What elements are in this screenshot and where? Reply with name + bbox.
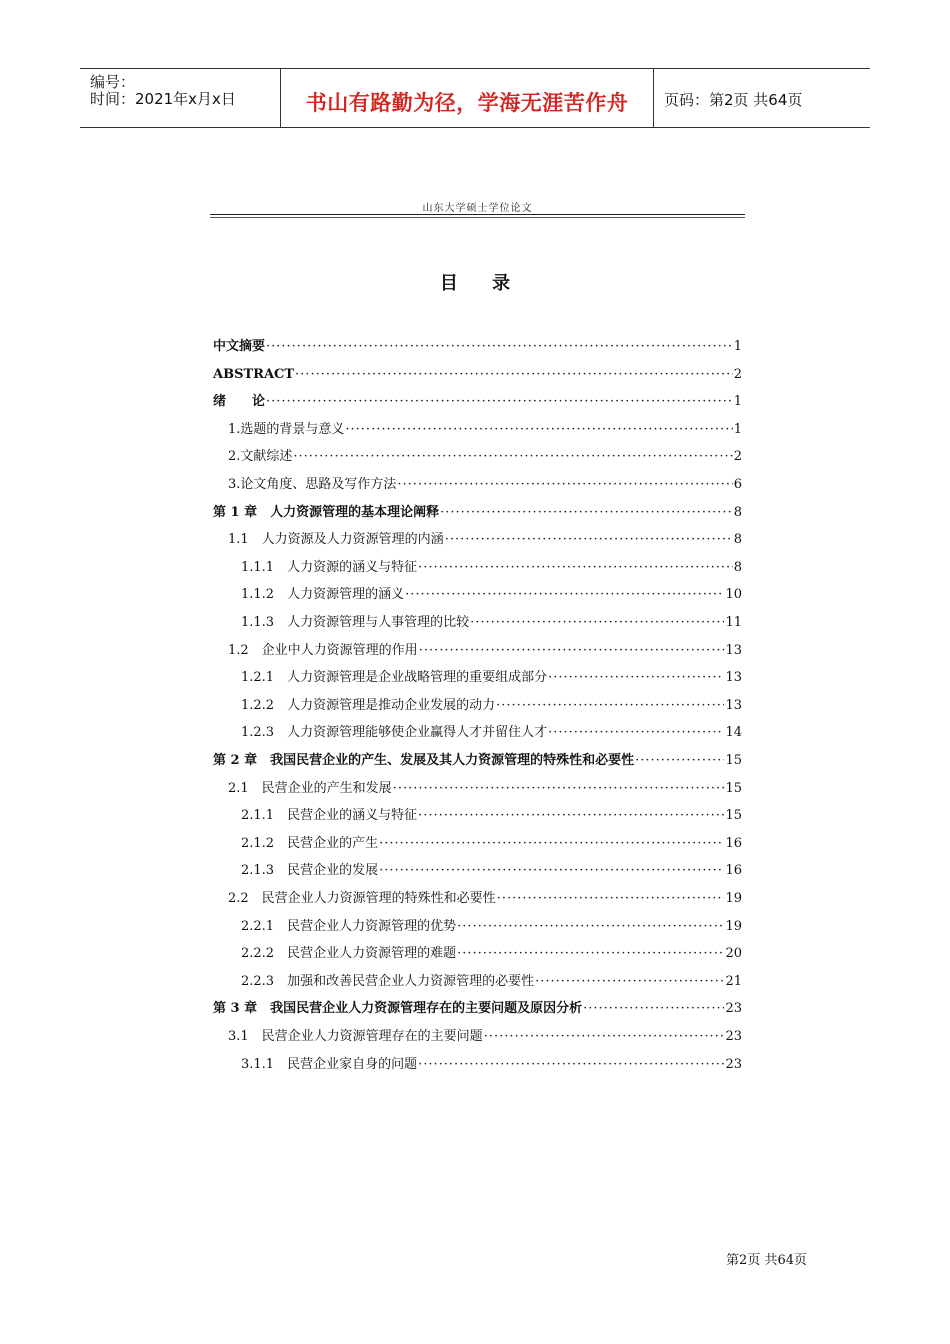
toc-entry[interactable]: [241, 558, 742, 578]
toc-entry[interactable]: [213, 999, 742, 1019]
toc-entry-label: 2.1.1 民营企业的涵义与特征: [241, 808, 418, 824]
toc-entry-page: 23: [725, 1001, 742, 1017]
toc-leader-dots: [418, 806, 724, 826]
toc-entry-label: 3.1.1 民营企业家自身的问题: [241, 1056, 418, 1072]
document-time-label: 时间：2021年x月x日: [90, 90, 236, 108]
toc-entry[interactable]: [241, 696, 742, 716]
toc-entry[interactable]: [241, 861, 742, 881]
toc-entry[interactable]: [228, 641, 742, 661]
toc-entry-page: 8: [733, 504, 742, 520]
toc-entry[interactable]: [228, 530, 742, 550]
toc-leader-dots: [418, 558, 733, 578]
toc-leader-dots: [535, 972, 724, 992]
toc-entry-page: 6: [733, 477, 742, 492]
toc-entry[interactable]: [228, 447, 742, 467]
toc-entry-label: 2.1.2 民营企业的产生: [241, 835, 379, 851]
toc-entry-label: 1.选题的背景与意义: [228, 421, 345, 437]
toc-entry-label: 1.1.1 人力资源的涵义与特征: [241, 559, 418, 575]
toc-entry-label: 2.2.3 加强和改善民营企业人力资源管理的必要性: [241, 973, 535, 989]
toc-entry-label: 2.2 民营企业人力资源管理的特殊性和必要性: [228, 891, 496, 906]
toc-leader-dots: [418, 1055, 724, 1075]
toc-entry-label: 第 2 章 我国民营企业的产生、发展及其人力资源管理的特殊性和必要性: [213, 753, 635, 768]
toc-entry-label: 第 3 章 我国民营企业人力资源管理存在的主要问题及原因分析: [213, 1001, 583, 1017]
toc-entry-page: 8: [733, 532, 742, 548]
toc-entry-label: 1.1.3 人力资源管理与人事管理的比较: [241, 615, 470, 630]
toc-leader-dots: [393, 779, 725, 799]
toc-leader-dots: [295, 365, 733, 385]
toc-leader-dots: [484, 1027, 725, 1047]
toc-entry-page: 10: [725, 587, 742, 603]
toc-entry-label: 3.1 民营企业人力资源管理存在的主要问题: [228, 1029, 483, 1044]
toc-entry-label: 3.论文角度、思路及写作方法: [228, 477, 397, 492]
toc-entry-page: 14: [725, 725, 742, 741]
toc-leader-dots: [457, 917, 724, 937]
toc-entry-page: 11: [725, 615, 742, 630]
toc-entry-page: 15: [725, 780, 742, 796]
toc-entry[interactable]: [228, 779, 742, 799]
toc-entry-page: 19: [725, 891, 742, 906]
toc-leader-dots: [445, 530, 733, 550]
toc-entry-page: 1: [733, 339, 742, 354]
toc-entry[interactable]: [228, 1027, 742, 1047]
toc-entry-page: 8: [733, 559, 742, 575]
toc-leader-dots: [440, 503, 733, 523]
toc-entry-label: 中文摘要: [213, 339, 266, 354]
toc-entry[interactable]: [241, 668, 742, 688]
toc-entry-page: 15: [725, 808, 742, 824]
toc-leader-dots: [379, 861, 724, 881]
running-head: 山东大学硕士学位论文: [422, 203, 533, 214]
toc-leader-dots: [397, 475, 732, 495]
page-title: 目 录: [439, 273, 525, 294]
toc-entry-page: 2: [733, 366, 742, 382]
toc-entry-page: 19: [725, 918, 742, 934]
toc-entry[interactable]: [213, 337, 742, 357]
toc-entry[interactable]: [213, 503, 742, 523]
toc-entry-page: 13: [725, 642, 742, 658]
toc-entry-page: 1: [733, 421, 742, 437]
toc-entry-page: 13: [725, 670, 742, 686]
toc-entry-page: 23: [725, 1029, 742, 1044]
toc-entry[interactable]: [213, 392, 742, 412]
toc-entry-page: 20: [725, 946, 742, 962]
toc-leader-dots: [457, 944, 724, 964]
page-footer: 第2页 共64页: [726, 1253, 807, 1268]
toc-leader-dots: [405, 585, 724, 605]
toc-entry[interactable]: [241, 806, 742, 826]
toc-leader-dots: [379, 834, 724, 854]
toc-entry-label: 1.2 企业中人力资源管理的作用: [228, 642, 418, 658]
toc-entry[interactable]: [241, 972, 742, 992]
toc-entry-label: 1.2.1 人力资源管理是企业战略管理的重要组成部分: [241, 670, 548, 686]
toc-leader-dots: [266, 337, 733, 357]
toc-leader-dots: [419, 641, 725, 661]
toc-leader-dots: [470, 613, 724, 633]
toc-entry[interactable]: [213, 365, 742, 385]
toc-entry-label: 1.1 人力资源及人力资源管理的内涵: [228, 532, 444, 548]
toc-entry[interactable]: [241, 917, 742, 937]
toc-leader-dots: [345, 420, 732, 440]
toc-entry-label: 1.2.2 人力资源管理是推动企业发展的动力: [241, 697, 496, 713]
toc-entry[interactable]: [228, 420, 742, 440]
toc-entry[interactable]: [241, 944, 742, 964]
toc-leader-dots: [497, 889, 725, 909]
toc-entry[interactable]: [241, 585, 742, 605]
toc-entry-page: 16: [725, 863, 742, 879]
header-page-info: 页码：第2页 共64页: [664, 91, 803, 109]
toc-entry[interactable]: [213, 751, 742, 771]
toc-entry-page: 2: [733, 449, 742, 465]
toc-entry-label: 2.2.2 民营企业人力资源管理的难题: [241, 946, 457, 962]
toc-entry[interactable]: [228, 889, 742, 909]
toc-leader-dots: [548, 668, 724, 688]
toc-leader-dots: [293, 447, 732, 467]
toc-entry[interactable]: [241, 1055, 742, 1075]
toc-leader-dots: [266, 392, 733, 412]
document-number-label: 编号：: [90, 73, 136, 91]
header-motto: 书山有路勤为径，学海无涯苦作舟: [305, 91, 629, 115]
toc-entry-page: 16: [725, 835, 742, 851]
toc-entry-page: 21: [725, 973, 742, 989]
toc-entry-page: 1: [733, 394, 742, 410]
toc-entry-page: 15: [725, 753, 742, 768]
toc-entry[interactable]: [241, 834, 742, 854]
toc-entry-label: 2.1 民营企业的产生和发展: [228, 780, 392, 796]
toc-entry[interactable]: [241, 723, 742, 743]
toc-entry-label: 1.1.2 人力资源管理的涵义: [241, 587, 405, 603]
toc-entry-label: 2.2.1 民营企业人力资源管理的优势: [241, 918, 457, 934]
toc-entry-label: 2.文献综述: [228, 449, 293, 465]
toc-entry-label: ABSTRACT: [213, 366, 295, 382]
toc-entry-label: 第 1 章 人力资源管理的基本理论阐释: [213, 504, 440, 520]
toc-leader-dots: [635, 751, 724, 771]
toc-entry-page: 13: [725, 697, 742, 713]
toc-entry[interactable]: [228, 475, 742, 495]
toc-entry-label: 2.1.3 民营企业的发展: [241, 863, 379, 879]
toc-leader-dots: [548, 723, 724, 743]
toc-leader-dots: [496, 696, 724, 716]
toc-entry-label: 绪 论: [213, 394, 266, 410]
toc-entry[interactable]: [241, 613, 742, 633]
toc-entry-label: 1.2.3 人力资源管理能够使企业赢得人才并留住人才: [241, 725, 548, 741]
toc-leader-dots: [583, 999, 724, 1019]
toc-entry-page: 23: [725, 1056, 742, 1072]
